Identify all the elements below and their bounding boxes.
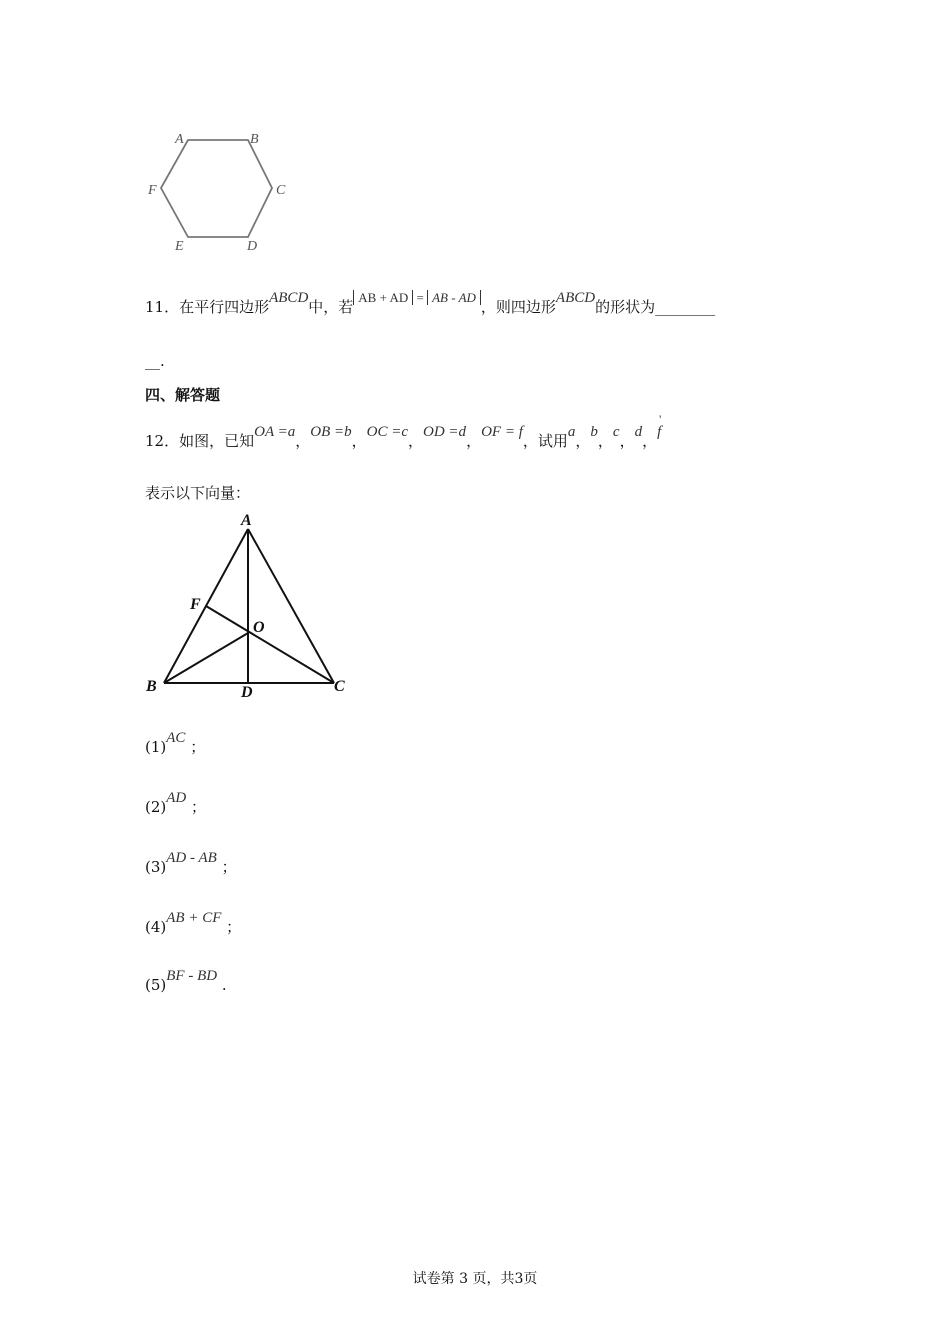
q12-sep: ， — [619, 432, 635, 450]
q12-sep: ， — [351, 432, 367, 450]
q12-sep: ， — [575, 432, 591, 450]
q12-var-c: c — [612, 424, 620, 440]
q12-given-od: OD =d — [423, 424, 467, 440]
triangle-label-a: A — [241, 512, 252, 529]
q11-text-2: 中，若 — [308, 298, 354, 316]
hexagon-label-b: B — [250, 132, 259, 147]
q11-right-abs: AB - AD — [427, 290, 481, 305]
subquestion-number: (4) — [145, 918, 167, 936]
subquestion-expr: AC — [166, 730, 186, 746]
page-footer: 试卷第 3 页，共3页 — [412, 1271, 538, 1287]
hexagon-label-f: F — [148, 183, 157, 198]
subquestion-expr: BF - BD — [166, 968, 218, 984]
subquestion-number: (1) — [145, 738, 167, 756]
q11-answer-blank: ________ — [655, 298, 716, 316]
q12-sep: ， — [295, 432, 311, 450]
q12-var-a: a — [567, 424, 576, 440]
q12-var-d: d — [634, 424, 643, 440]
subquestion-1 — [145, 730, 206, 757]
q12-text-1: 如图，已知 — [179, 432, 255, 450]
q12-given-ob: OB =b — [310, 424, 352, 440]
q12-given-oc: OC =c — [366, 424, 408, 440]
segment-cf — [206, 606, 334, 683]
section-title: 四、解答题 — [145, 386, 221, 404]
q12-sep: ， — [597, 432, 613, 450]
q11-equals: = — [416, 290, 424, 305]
hexagon-label-d: D — [247, 239, 258, 254]
question-11 — [145, 290, 716, 317]
triangle-label-o: O — [253, 619, 265, 636]
q12-given-of: OF = f — [481, 424, 523, 440]
hexagon-figure — [140, 125, 310, 255]
subquestion-4 — [145, 910, 242, 937]
q11-text-1: 在平行四边形 — [179, 298, 270, 316]
q12-text-3: 表示以下向量： — [145, 484, 251, 502]
hexagon-outline — [161, 140, 272, 237]
triangle-label-b: B — [146, 678, 157, 695]
question-12 — [145, 412, 662, 451]
q11-left-abs: AB + AD — [353, 290, 413, 305]
subquestion-number: (5) — [145, 976, 167, 994]
subquestion-expr: AD — [166, 790, 187, 806]
subquestion-end: ； — [226, 918, 242, 936]
q11-text-3: ，则四边形 — [480, 298, 556, 316]
q11-text-4: 的形状为 — [595, 298, 656, 316]
triangle-label-d: D — [241, 684, 253, 701]
q11-blank-end: __. — [145, 352, 165, 370]
q12-number: 12． — [145, 432, 180, 450]
q11-number: 11． — [145, 298, 180, 316]
subquestion-expr: AD - AB — [166, 850, 217, 866]
q11-shape-name-2: ABCD — [555, 290, 596, 306]
subquestion-number: (3) — [145, 858, 167, 876]
subquestion-5 — [145, 968, 227, 995]
subquestion-end: ； — [191, 798, 207, 816]
subquestion-number: (2) — [145, 798, 167, 816]
subquestion-2 — [145, 790, 207, 817]
q11-shape-name: ABCD — [269, 290, 309, 306]
hexagon-label-a: A — [175, 132, 184, 147]
triangle-side-ac — [248, 529, 334, 683]
triangle-label-c: C — [334, 678, 345, 695]
q12-var-f: ' f — [657, 412, 662, 440]
triangle-figure — [140, 505, 360, 705]
q12-var-f-tick: ' — [659, 412, 662, 426]
subquestion-end: ； — [190, 738, 206, 756]
q12-var-b: b — [590, 424, 598, 440]
q12-given-oa: OA =a — [254, 424, 296, 440]
triangle-label-f: F — [190, 596, 201, 613]
subquestion-end: ； — [221, 858, 237, 876]
q12-text-2: ，试用 — [522, 432, 568, 450]
q11-condition — [353, 290, 481, 305]
q12-sep: ， — [466, 432, 482, 450]
q12-sep: ， — [408, 432, 424, 450]
q12-sep: ， — [642, 432, 658, 450]
subquestion-expr: AB + CF — [166, 910, 222, 926]
hexagon-label-e: E — [175, 239, 184, 254]
subquestion-3 — [145, 850, 237, 877]
hexagon-label-c: C — [276, 183, 286, 198]
subquestion-end: . — [221, 976, 227, 994]
